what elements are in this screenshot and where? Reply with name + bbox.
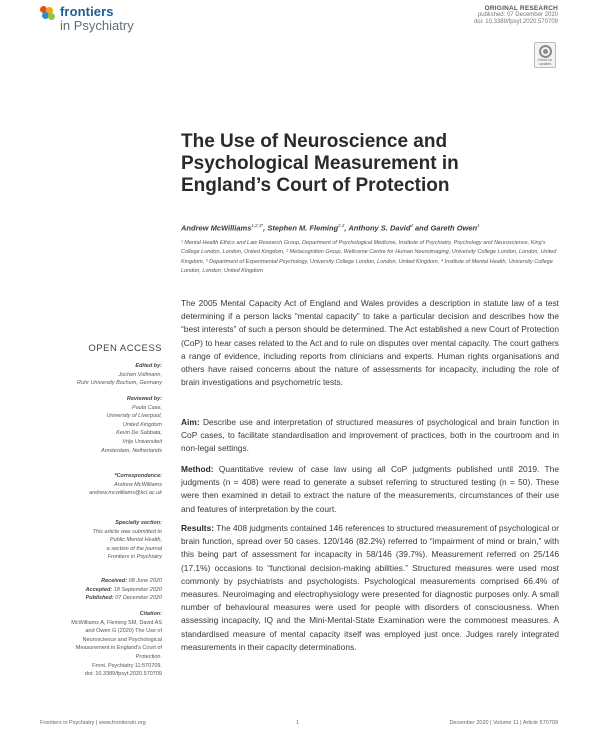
published-date: published: 07 December 2020 [477, 12, 558, 19]
correspondence-email[interactable]: andrew.mcwilliams@kcl.ac.uk [89, 490, 162, 497]
aim-text: Describe use and interpretation of structured measures of psychological and brain function in CoP cases, to facilitate standardisation and improvement of practices, both in the courtroom and in non-legal settings. [181, 417, 559, 454]
reviewer-affiliation: Vrije Universiteit [122, 438, 162, 445]
citation-block [40, 610, 162, 679]
reviewed-by-label: Reviewed by: [126, 396, 162, 402]
edited-by-label: Edited by: [135, 363, 162, 369]
author-name[interactable]: Gareth Owen [430, 223, 478, 233]
published-date-side: 07 December 2020 [115, 595, 162, 602]
specialty-line: Frontiers in Psychiatry [107, 554, 162, 561]
correspondence-label: *Correspondence: [114, 473, 162, 479]
abstract-method [181, 463, 559, 516]
dates-block [40, 577, 162, 603]
specialty-block [40, 519, 162, 562]
date-row [40, 586, 162, 595]
reviewer-affiliation: Amsterdam, Netherlands [101, 447, 162, 454]
results-text: The 408 judgments contained 146 references to structured measurement of psychological or brain function, spread over 50 cases. 120/146 (82.2%) referred to “impairment of mind or brain,” with this being part of assessment for incapacity in 58/146 (39.7%). Measurement referred on 25/146 (17.1%) occasions to “functional decision-making abilities.” Structured measures were used most commonly by psychiatrists and psychologists. Psychological measurements comprised 66.4% of measures. Neuroimaging and electrophysiology were presented for diagnostic purposes only. A small number of behavioural measures were used for people with disorders of consciousness. When assessing incapacity, IQ and the Mini-Mental-State Examination were the commonest measures. A standardised measure of mental capacity itself was employed just once. Judges rarely integrated measurements in their capacity determinations. [181, 523, 559, 652]
edited-by-block [40, 362, 162, 388]
author-list: Andrew McWilliams$^{1,2,3*}$, Stephen M. Fleming$^{2,3}$, Anthony S. David$^4$ and Gareth Owen$^1$ [181, 223, 480, 233]
received-label: Received: [101, 578, 128, 584]
page-number: 1 [296, 720, 300, 726]
author-name[interactable]: Andrew McWilliams [181, 223, 252, 233]
published-label: Published: [85, 595, 114, 602]
accepted-label: Accepted: [85, 586, 113, 593]
editor-name[interactable]: Jochen Vollmann, [118, 371, 162, 378]
citation-label: Citation: [139, 611, 162, 617]
specialty-line: Public Mental Health, [110, 537, 162, 544]
open-access-label: OPEN ACCESS [88, 343, 162, 354]
author-affil-ref: 1 [477, 223, 480, 228]
reviewer-affiliation: United Kingdom [122, 421, 162, 428]
footer-issue: December 2020 | Volume 11 | Article 570709 [449, 720, 558, 726]
paper-title: The Use of Neuroscience and Psychological Measurement in England’s Court of Protection [181, 131, 459, 196]
journal-logo [40, 5, 134, 32]
reviewer-affiliation: University of Liverpool, [106, 413, 162, 420]
abstract-aim [181, 416, 559, 456]
frontiers-logo-icon [40, 6, 56, 20]
specialty-line: This article was submitted to [92, 528, 162, 535]
citation-doi[interactable]: doi: 10.3389/fpsyt.2020.570709 [84, 671, 162, 678]
accepted-date: 18 September 2020 [113, 586, 162, 593]
logo-journal: in Psychiatry [60, 18, 134, 33]
reviewer-name[interactable]: Kevin De Sabbata, [116, 430, 162, 437]
citation-line: Protection. [135, 653, 162, 660]
citation-line: McWilliams A, Fleming SM, David AS [71, 619, 162, 626]
check-updates-label: Check for updates [537, 58, 553, 66]
citation-line: Neuroscience and Psychological [82, 636, 162, 643]
date-row [40, 577, 162, 586]
reviewed-by-block [40, 395, 162, 455]
abstract-intro: The 2005 Mental Capacity Act of England and Wales provides a description in statute law of a test determining if a person lacks “mental capacity” to take a particular decision and describes how the “best interests” of such a person should be determined. The Act established a new Court of Protection (CoP) to hear cases related to the Act and to rule on disputes over mental capacity. The court gathers a range of evidence, including reports from clinicians and experts. Human rights organisations and others have raised concerns about the nature of assessments for incapacity, including the role of brain investigations and psychometric tests. [181, 298, 559, 388]
specialty-label: Specialty section: [115, 520, 162, 526]
article-meta [474, 5, 558, 26]
check-updates-icon [539, 45, 552, 58]
reviewer-name[interactable]: Paula Case, [132, 404, 162, 411]
author-name[interactable]: Anthony S. David [348, 223, 411, 233]
citation-line: Front. Psychiatry 11:570709. [92, 662, 162, 669]
footer-journal[interactable]: Frontiers in Psychiatry | www.frontiersin.org [40, 720, 146, 726]
abstract-results [181, 522, 559, 654]
citation-line: and Owen G (2020) The Use of [85, 628, 162, 635]
received-date: 08 June 2020 [128, 578, 162, 584]
correspondence-block [40, 472, 162, 498]
specialty-line: a section of the journal [106, 545, 162, 552]
date-row [40, 594, 162, 603]
method-label: Method: [181, 464, 214, 474]
method-text: Quantitative review of case law using all CoP judgments published until 2019. The judgments (n = 408) were read to generate a subset referring to structured testing (n = 50). These were then examined in detail to extract the nature of the measurements, circumstances of their use and features of interpretation by the court. [181, 464, 559, 514]
author-affil-ref: 1,2,3* [251, 223, 264, 228]
affiliations: ¹ Mental Health Ethics and Law Research Group, Department of Psychological Medicine, Institute of Psychiatry, Psychology and Neuroscience, King’s College London, London, United Kingdom, ² Metacognition Group, Wellcome Centre for Human Neuroimaging, University College London, London, United Kingdom, ³ Department of Experimental Psychology, University College London, London, United Kingdom, ⁴ Institute of Mental Health, University College London, London, United Kingdom [181, 240, 557, 274]
editor-affiliation: Ruhr University Bochum, Germany [77, 380, 162, 387]
author-affil-ref: 4 [410, 223, 413, 228]
logo-brand: frontiers [60, 4, 114, 19]
correspondence-name: Andrew McWilliams [114, 481, 162, 488]
author-affil-ref: 2,3 [338, 223, 345, 228]
check-for-updates-button[interactable] [534, 42, 556, 68]
article-type: ORIGINAL RESEARCH [484, 5, 558, 12]
results-label: Results: [181, 523, 215, 533]
aim-label: Aim: [181, 417, 200, 427]
article-doi[interactable]: doi: 10.3389/fpsyt.2020.570709 [473, 19, 558, 26]
citation-line: Measurement in England’s Court of [75, 645, 162, 652]
author-name[interactable]: Stephen M. Fleming [267, 223, 339, 233]
